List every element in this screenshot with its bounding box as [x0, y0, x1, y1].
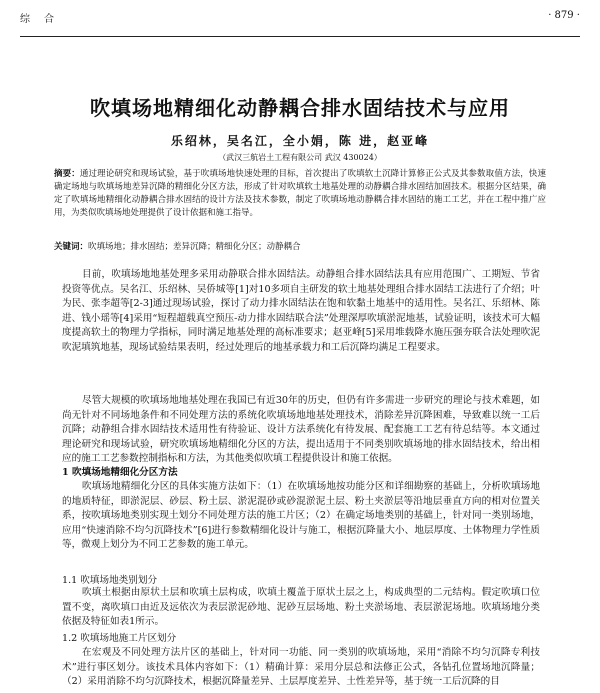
paper-title: 吹填场地精细化动静耦合排水固结技术与应用: [90, 96, 510, 120]
section-heading-1: 1 吹填场地精细化分区方法: [62, 467, 178, 478]
page-number: · 879 ·: [548, 10, 580, 21]
section-1-1-paragraph: 吹填土根据由原状土层和吹填土层构成，吹填土覆盖于原状土层之上，构成典型的二元结构。假定吹填口位置不变，离吹填口由近及远依次为表层淤泥砂地、泥砂互层场地、粉土夹淤场地、表层淤泥场地。吹填场地分类依据及特征如表1所示。: [62, 587, 540, 627]
section-1-2-paragraph: 在宏观及不同处理方法片区的基础上，针对同一功能、同一类别的吹填场地，采用“消除不均匀沉降专利技术”进行事区划分。该技术具体内容如下：（1）精确计算：采用分层总和法修正公式，各钻孔位置场地沉降量；（2）采用消除不均匀沉降技术，根据沉降量差异、土层厚度差异、土性差异等，基于统一工后沉降的目: [62, 647, 540, 687]
intro-paragraph-1: 目前，吹填场地地基处理多采用动静联合排水固结法。动静组合排水固结法具有应用范围广、工期短、节省投资等优点。吴名江、乐绍林、吴侨城等[1]对10多项自主研发的软土地基处理组合排水固结工法进行了介绍；叶为民、张李超等[2-3]通过现场试验，探讨了动力排水固结法在饱和软黏土地基中的适用性。吴名江、乐绍林、陈进、钱小瑶等[4]采用“短程超载真空预压-动力排水固结联合法”处理深厚吹填淤泥地基，试验证明，该技术可大幅度提高软土的物理力学指标，同时满足地基处理的高标准要求；赵亚峰[5]采用堆载降水施压强夯联合法处理吹泥吹泥填筑地基，现场试验结果表明，经过处理后的地基承载力和工后沉降均满足工程要求。: [62, 269, 540, 353]
keywords: [54, 240, 546, 252]
keywords-label: 关键词：: [54, 242, 89, 252]
authors: 乐绍林，吴名江，全小娟，陈 进，赵亚峰: [170, 134, 430, 148]
section-heading-1-2: 1.2 吹填场地施工片区划分: [62, 633, 177, 644]
abstract: [54, 168, 546, 220]
header-rule: [20, 36, 580, 37]
section-1-paragraph: 吹填场地精细化分区的具体实施方法如下：（1）在吹填场地按功能分区和详细勘察的基础上，分析吹填场地的地质特征，即淤泥层、砂层、粉土层、淤泥混砂或砂混淤泥土层、粉土夹淤层等沿地层垂直方向的相对位置关系，按吹填场地类别实现土划分不同处理方法的施工片区；（2）在确定场地类别的基础上，针对同一类别场地，应用“快速消除不均匀沉降技术”[6]进行参数精细化设计与施工，根据沉降量大小、地层厚度、土体物理力学性质等，微观上划分为不同工艺参数的施工单元。: [62, 481, 540, 550]
abstract-label: 摘要：: [54, 169, 80, 179]
intro-paragraph-2: 尽管大规模的吹填场地地基处理在我国已有近30年的历史，但仍有许多需进一步研究的理论与技术难题，如尚无针对不同场地条件和不同处理方法的系统化吹填场地地基处理技术，消除差异沉降困难，导致难以统一工后沉降；动静组合排水固结技术适用性有待验证、设计方法系统化有待发展、配套施工工艺有待总结等。本文通过理论研究和现场试验，研究吹填场地精细化分区的方法，提出适用于不同类别吹填场地的排水固结技术，给出相应的施工工艺参数控制指标和方法，为其他类似吹填工程提供设计和施工依据。: [62, 395, 540, 464]
running-header: [0, 10, 600, 26]
header-section: 综合: [20, 14, 68, 25]
keywords-text: 吹填场地；排水固结；差异沉降；精细化分区；动静耦合: [88, 242, 301, 252]
section-heading-1-1: 1.1 吹填场地类别划分: [62, 575, 158, 586]
affiliation: （武汉三航岩土工程有限公司 武汉 430024）: [218, 153, 382, 162]
abstract-text: 通过理论研究和现场试验，基于吹填场地快速处理的目标，首次提出了吹填软土沉降计算修正公式及其参数取值方法，快速确定场地与吹填场地差异沉降的精细化分区方法，形成了针对吹填软土地基处理的动静耦合排水固结加固技术。根据分区结果，确定了吹填场地精细化动静耦合排水固结的设计方法及技术参数，制定了吹填场地动静耦合排水固结的施工工艺，并在工程中推广应用，为类似吹填场地处理提供了设计依据和施工指导。: [54, 169, 546, 218]
